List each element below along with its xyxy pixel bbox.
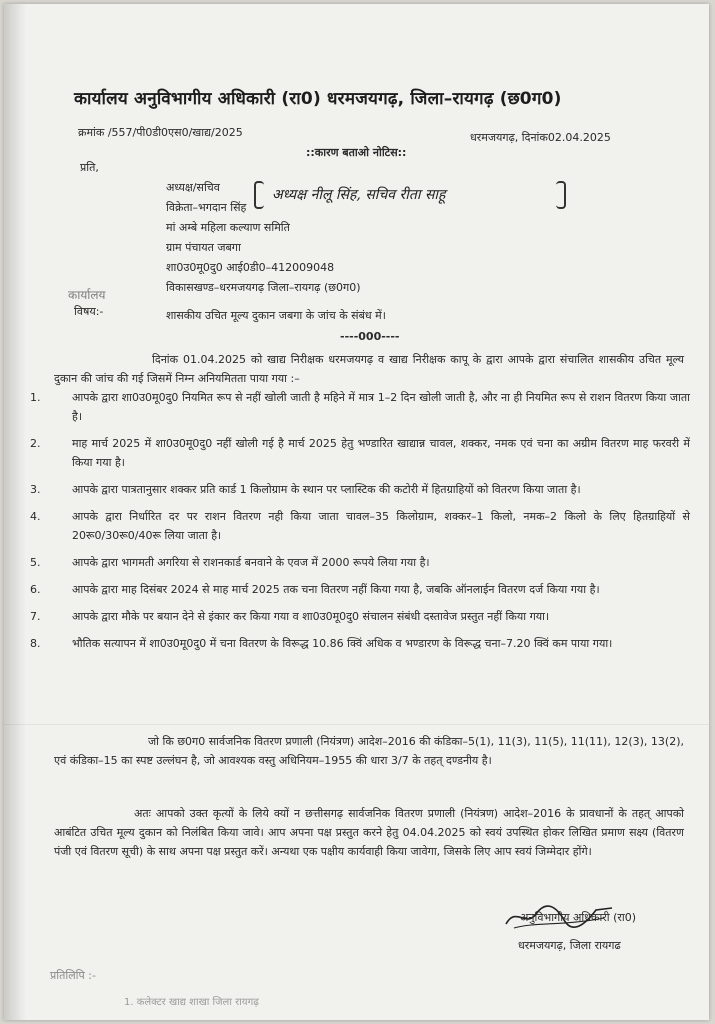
addressee-line: मां अम्बे महिला कल्याण समिति — [166, 221, 290, 234]
item-text: आपके द्वारा शा0उ0मू0दु0 नियमित रूप से नहीं खोली जाती है महिने में मात्र 1–2 दिन खोली जाती है, और ना ही नियमित रूप से राशन वितरण किया जाता है। — [72, 391, 690, 423]
faint-stamp: कार्यालय — [68, 288, 106, 302]
intro-paragraph: दिनांक 01.04.2025 को खाद्य निरीक्षक धरमजयगढ़ व खाद्य निरीक्षक कापू के द्वारा आपके द्वारा संचालित शासकीय उचित मूल्य दुकान की जांच की गई जिसमें निम्न अनियमितता पाया गया :– — [54, 353, 684, 385]
item-text: आपके द्वारा माह दिसंबर 2024 से माह मार्च 2025 तक चना वितरण नहीं किया गया है, जबकि ऑनलाईन वितरण दर्ज किया गया है। — [72, 583, 600, 596]
separator: ----000---- — [340, 330, 400, 343]
left-bracket — [254, 181, 264, 209]
reference-number: क्रमांक /557/पी0डी0एस0/खाद्य/2025 — [78, 126, 243, 139]
addressee-label: अध्यक्ष/सचिव — [166, 181, 220, 194]
item-text: माह मार्च 2025 में शा0उ0मू0दु0 नहीं खोली गई है मार्च 2025 हेतु भण्डारित खाद्यान्न चावल, शक्कर, नमक एवं चना का अग्रीम वितरण माह फरवरी में किया गया है। — [72, 437, 690, 469]
directive-paragraph: अतः आपको उक्त कृत्यों के लिये क्यों न छत्तीसगढ़ सार्वजनिक वितरण प्रणाली (नियंत्रण) आदेश–2016 के प्रावधानों के तहत् आपको आबंटित उचित मूल्य दुकान को निलंबित किया जावे। आप अपना पक्ष प्रस्तुत करने हेतु 04.04.2025 को स्वयं उपस्थित होकर लिखित प्रमाण सक्ष्य (वितरण पंजी एवं वितरण सूची) के साथ अपना पक्ष प्रस्तुत करें। अन्यथा एक पक्षीय कार्यवाही किया जावेगा, जिसके लिए आप स्वयं जिम्मेदार होंगे। — [54, 807, 684, 858]
item-text: आपके द्वारा निर्धारित दर पर राशन वितरण नही किया जाता चावल–35 किलोग्राम, शक्कर–1 किलो, नमक–2 किलो के लिए हितग्राहियों से 20रू0/30रू0/40रू लिया जाता है। — [72, 510, 690, 542]
list-item — [30, 507, 690, 545]
prati-label: प्रति, — [80, 161, 99, 174]
item-number: 4. — [30, 510, 41, 523]
item-number: 5. — [30, 556, 41, 569]
list-item — [30, 580, 690, 599]
item-number: 2. — [30, 437, 41, 450]
item-text: भौतिक सत्यापन में शा0उ0मू0दु0 में चना वितरण के विरूद्ध 10.86 क्विं अधिक व भण्डारण के विरूद्ध चना–7.20 क्विं कम पाया गया। — [72, 637, 613, 650]
list-item — [30, 553, 690, 572]
item-text: आपके द्वारा भागमती अगरिया से राशनकार्ड बनवाने के एवज में 2000 रूपये लिया गया है। — [72, 556, 430, 569]
item-number: 3. — [30, 483, 41, 496]
signatory-location: धरमजयगढ़, जिला रायगढ — [518, 939, 621, 952]
page-fold — [4, 724, 709, 725]
notice-title: ::कारण बताओ नोटिस:: — [306, 146, 407, 159]
document-page — [4, 4, 709, 1020]
list-item — [30, 480, 690, 499]
item-text: आपके द्वारा पात्रतानुसार शक्कर प्रति कार्ड 1 किलोग्राम के स्थान पर प्लास्टिक की कटोरी में हितग्राहियों को वितरण किया जाता है। — [72, 483, 581, 496]
handwritten-names — [254, 177, 566, 211]
item-number: 8. — [30, 637, 41, 650]
addressee-line: शा0उ0मू0दु0 आई0डी0–412009048 — [166, 261, 335, 274]
item-number: 7. — [30, 610, 41, 623]
copy-to-line: 1. कलेक्टर खाद्य शाखा जिला रायगढ़ — [124, 997, 259, 1008]
office-heading: कार्यालय अनुविभागीय अधिकारी (रा0) धरमजयगढ़, जिला–रायगढ़ (छ0ग0) — [74, 89, 562, 109]
subject-label: विषय:- — [74, 305, 104, 318]
item-number: 6. — [30, 583, 41, 596]
irregularities-list — [30, 388, 690, 661]
letter-date: धरमजयगढ़, दिनांक02.04.2025 — [470, 131, 611, 144]
signatory-title: अनुविभागीय अधिकारी (रा0) — [520, 911, 637, 924]
handwritten-text: अध्यक्ष नीलू सिंह, सचिव रीता साहू — [272, 187, 446, 203]
list-item — [30, 388, 690, 426]
item-text: आपके द्वारा मौके पर बयान देने से इंकार कर किया गया व शा0उ0मू0दु0 संचालन संबंधी दस्तावेज प्रस्तुत नहीं किया गया। — [72, 610, 550, 623]
list-item — [30, 634, 690, 653]
right-bracket — [556, 181, 566, 209]
list-item — [30, 434, 690, 472]
subject-text: शासकीय उचित मूल्य दुकान जबगा के जांच के संबंध में। — [166, 309, 386, 322]
page-edge-shadow — [4, 4, 26, 1020]
item-number: 1. — [30, 391, 41, 404]
addressee-line: विकासखण्ड–धरमजयगढ़ जिला–रायगढ़ (छ0ग0) — [166, 281, 361, 294]
addressee-line: ग्राम पंचायत जबगा — [166, 241, 241, 254]
violation-paragraph: जो कि छ0ग0 सार्वजनिक वितरण प्रणाली (नियंत्रण) आदेश–2016 की कंडिका–5(1), 11(3), 11(5), 11(11), 12(3), 13(2), एवं कंडिका–15 का स्पष्ट उल्लंघन है, जो आवश्यक वस्तु अधिनियम–1955 की धारा 3/7 के तहत् दण्डनीय है। — [54, 735, 684, 767]
list-item — [30, 607, 690, 626]
copy-to-label: प्रतिलिपि :- — [50, 969, 96, 982]
addressee-line: विक्रेता–भगदान सिंह — [166, 201, 247, 214]
